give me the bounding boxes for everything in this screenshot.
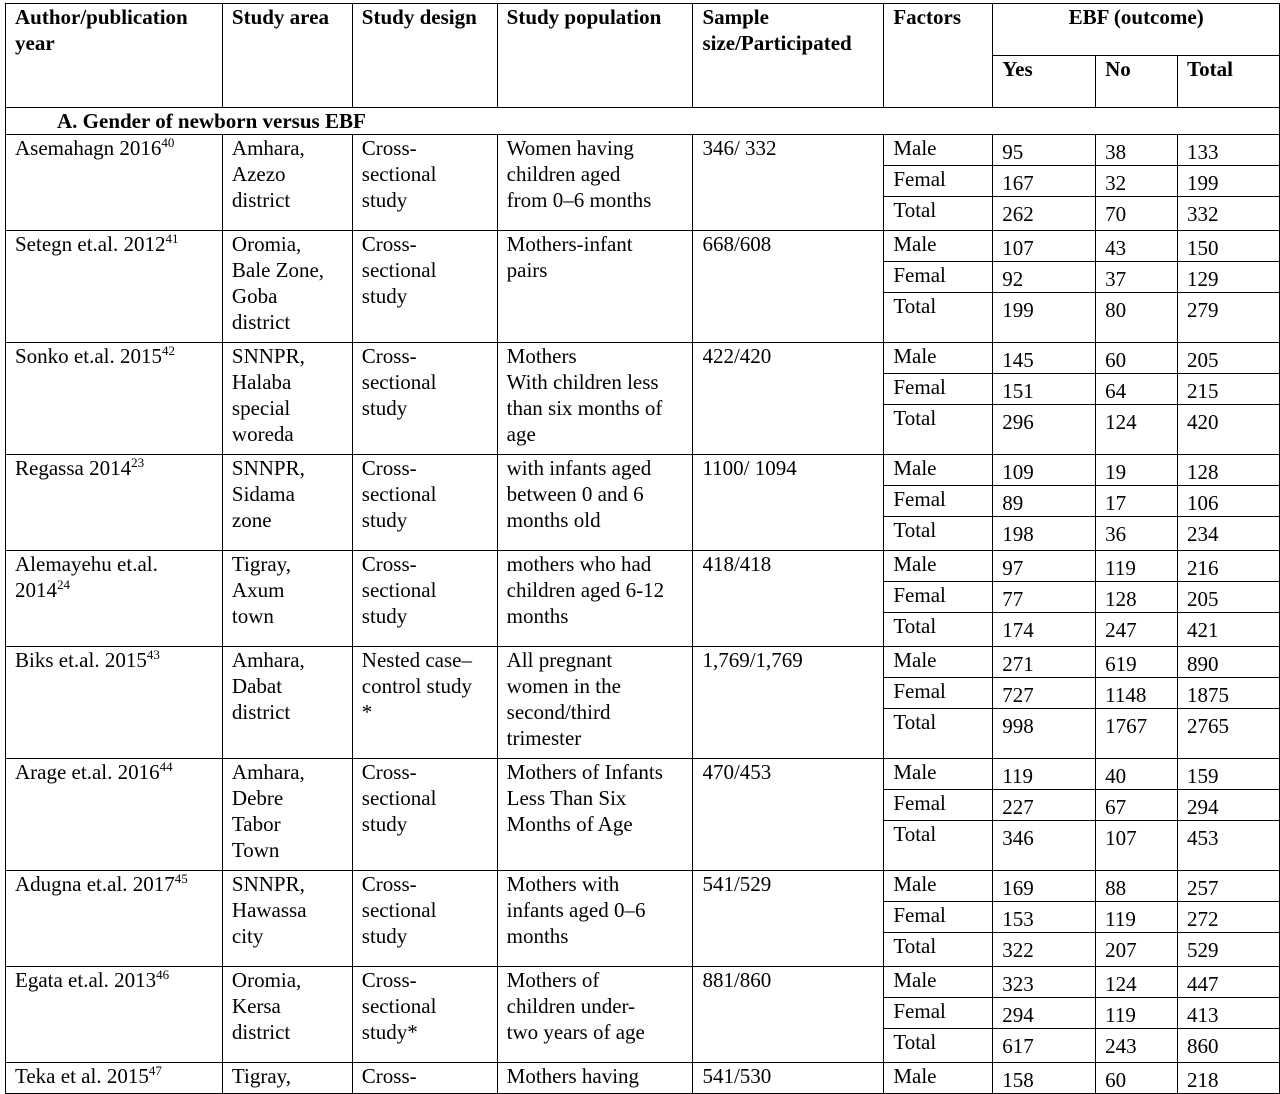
count-yes: 227 (993, 790, 1096, 821)
count-no: 40 (1096, 759, 1178, 790)
factor-label: Male (884, 759, 993, 790)
header-factors: Factors (884, 4, 993, 108)
count-total: 447 (1178, 967, 1280, 998)
factor-label: Femal (884, 678, 993, 709)
study-author (6, 759, 223, 871)
reference-number: 47 (148, 1063, 162, 1078)
factor-label: Total (884, 613, 993, 647)
sample-size: 541/529 (693, 871, 884, 967)
reference-number: 23 (131, 455, 145, 470)
header-design: Study design (352, 4, 497, 108)
sample-size: 422/420 (693, 343, 884, 455)
count-yes: 169 (993, 871, 1096, 902)
factor-label: Total (884, 405, 993, 455)
study-area: Tigray, Axum town (222, 551, 352, 647)
count-yes: 77 (993, 582, 1096, 613)
author-text: Alemayehu et.al. 2014 (15, 552, 158, 602)
factor-label: Femal (884, 998, 993, 1029)
reference-number: 43 (146, 647, 160, 662)
count-yes: 346 (993, 821, 1096, 871)
header-author: Author/publication year (6, 4, 223, 108)
factor-label: Male (884, 231, 993, 262)
study-design: Cross- sectional study (352, 551, 497, 647)
count-total: 216 (1178, 551, 1280, 582)
count-total: 150 (1178, 231, 1280, 262)
count-no: 60 (1096, 1063, 1178, 1094)
count-yes: 167 (993, 166, 1096, 197)
study-author (6, 231, 223, 343)
count-no: 32 (1096, 166, 1178, 197)
count-yes: 158 (993, 1063, 1096, 1094)
count-total: 234 (1178, 517, 1280, 551)
study-author (6, 135, 223, 231)
factor-label: Male (884, 135, 993, 166)
count-no: 207 (1096, 933, 1178, 967)
count-yes: 95 (993, 135, 1096, 166)
factor-label: Male (884, 967, 993, 998)
reference-number: 41 (165, 231, 179, 246)
study-author (6, 455, 223, 551)
header-total: Total (1178, 56, 1280, 108)
study-author (6, 551, 223, 647)
count-no: 19 (1096, 455, 1178, 486)
reference-number: 40 (161, 135, 175, 150)
factor-label: Femal (884, 262, 993, 293)
study-design: Cross- sectional study (352, 759, 497, 871)
count-yes: 153 (993, 902, 1096, 933)
count-yes: 109 (993, 455, 1096, 486)
sample-size: 470/453 (693, 759, 884, 871)
count-yes: 322 (993, 933, 1096, 967)
count-yes: 296 (993, 405, 1096, 455)
count-no: 1767 (1096, 709, 1178, 759)
count-total: 421 (1178, 613, 1280, 647)
count-total: 205 (1178, 343, 1280, 374)
factor-label: Femal (884, 902, 993, 933)
factor-label: Male (884, 871, 993, 902)
header-yes: Yes (993, 56, 1096, 108)
count-yes: 617 (993, 1029, 1096, 1063)
count-total: 128 (1178, 455, 1280, 486)
sample-size: 668/608 (693, 231, 884, 343)
study-population: Mothers-infant pairs (497, 231, 693, 343)
count-yes: 323 (993, 967, 1096, 998)
study-area: Oromia, Kersa district (222, 967, 352, 1063)
count-no: 36 (1096, 517, 1178, 551)
count-total: 420 (1178, 405, 1280, 455)
count-total: 129 (1178, 262, 1280, 293)
factor-label: Femal (884, 166, 993, 197)
study-area: SNNPR, Hawassa city (222, 871, 352, 967)
count-total: 860 (1178, 1029, 1280, 1063)
header-no: No (1096, 56, 1178, 108)
sample-size: 881/860 (693, 967, 884, 1063)
count-yes: 998 (993, 709, 1096, 759)
study-design: Cross- sectional study (352, 231, 497, 343)
count-total: 413 (1178, 998, 1280, 1029)
table-row (6, 231, 1280, 262)
header-population: Study population (497, 4, 693, 108)
reference-number: 24 (57, 577, 70, 592)
factor-label: Male (884, 455, 993, 486)
count-no: 43 (1096, 231, 1178, 262)
reference-number: 42 (162, 343, 175, 358)
count-total: 1875 (1178, 678, 1280, 709)
count-no: 124 (1096, 967, 1178, 998)
author-text: Arage et.al. 2016 (15, 760, 160, 784)
factor-label: Total (884, 821, 993, 871)
study-design: Cross- sectional study (352, 455, 497, 551)
study-population: Mothers with infants aged 0–6 months (497, 871, 693, 967)
count-total: 205 (1178, 582, 1280, 613)
study-design: Cross- sectional study* (352, 967, 497, 1063)
reference-number: 45 (174, 871, 188, 886)
factor-label: Total (884, 933, 993, 967)
study-area: Tigray, (222, 1063, 352, 1094)
factor-label: Femal (884, 790, 993, 821)
table-row (6, 135, 1280, 166)
study-population: Mothers With children less than six months of age (497, 343, 693, 455)
study-design: Cross- sectional study (352, 343, 497, 455)
reference-number: 44 (159, 759, 173, 774)
factor-label: Total (884, 293, 993, 343)
count-yes: 119 (993, 759, 1096, 790)
count-total: 272 (1178, 902, 1280, 933)
study-area: Amhara, Dabat district (222, 647, 352, 759)
factor-label: Total (884, 197, 993, 231)
count-no: 124 (1096, 405, 1178, 455)
study-population: All pregnant women in the second/third trimester (497, 647, 693, 759)
count-total: 215 (1178, 374, 1280, 405)
factor-label: Total (884, 1029, 993, 1063)
study-author (6, 1063, 223, 1094)
study-design: Nested case– control study * (352, 647, 497, 759)
table-row (6, 871, 1280, 902)
count-total: 279 (1178, 293, 1280, 343)
study-area: SNNPR, Sidama zone (222, 455, 352, 551)
author-text: Regassa 2014 (15, 456, 132, 480)
table-row (6, 1063, 1280, 1094)
factor-label: Femal (884, 486, 993, 517)
sample-size: 541/530 (693, 1063, 884, 1094)
table-row (6, 759, 1280, 790)
count-yes: 294 (993, 998, 1096, 1029)
count-no: 119 (1096, 551, 1178, 582)
count-no: 67 (1096, 790, 1178, 821)
factor-label: Male (884, 343, 993, 374)
count-yes: 198 (993, 517, 1096, 551)
count-total: 218 (1178, 1063, 1280, 1094)
count-yes: 145 (993, 343, 1096, 374)
study-author (6, 967, 223, 1063)
factor-label: Total (884, 709, 993, 759)
reference-number: 46 (156, 967, 170, 982)
study-population: Mothers of Infants Less Than Six Months of Age (497, 759, 693, 871)
study-population: Women having children aged from 0–6 months (497, 135, 693, 231)
count-no: 38 (1096, 135, 1178, 166)
count-total: 2765 (1178, 709, 1280, 759)
count-yes: 92 (993, 262, 1096, 293)
study-author (6, 647, 223, 759)
author-text: Biks et.al. 2015 (15, 648, 147, 672)
count-no: 119 (1096, 902, 1178, 933)
count-total: 257 (1178, 871, 1280, 902)
count-no: 1148 (1096, 678, 1178, 709)
count-no: 80 (1096, 293, 1178, 343)
study-area: Amhara, Debre Tabor Town (222, 759, 352, 871)
count-yes: 89 (993, 486, 1096, 517)
count-no: 619 (1096, 647, 1178, 678)
table-row (6, 967, 1280, 998)
count-no: 107 (1096, 821, 1178, 871)
table-row (6, 455, 1280, 486)
count-no: 128 (1096, 582, 1178, 613)
count-total: 159 (1178, 759, 1280, 790)
factor-label: Femal (884, 374, 993, 405)
study-author (6, 343, 223, 455)
count-total: 133 (1178, 135, 1280, 166)
count-no: 60 (1096, 343, 1178, 374)
study-design: Cross- sectional study (352, 135, 497, 231)
count-total: 890 (1178, 647, 1280, 678)
section-title: A. Gender of newborn versus EBF (6, 108, 1280, 135)
study-area: SNNPR, Halaba special woreda (222, 343, 352, 455)
study-area: Amhara, Azezo district (222, 135, 352, 231)
count-no: 17 (1096, 486, 1178, 517)
count-yes: 199 (993, 293, 1096, 343)
count-yes: 262 (993, 197, 1096, 231)
count-no: 70 (1096, 197, 1178, 231)
count-total: 529 (1178, 933, 1280, 967)
count-yes: 727 (993, 678, 1096, 709)
count-total: 332 (1178, 197, 1280, 231)
factor-label: Male (884, 1063, 993, 1094)
count-total: 106 (1178, 486, 1280, 517)
count-no: 119 (1096, 998, 1178, 1029)
study-population: Mothers of children under- two years of age (497, 967, 693, 1063)
header-ebf-outcome: EBF (outcome) (993, 4, 1280, 56)
count-total: 199 (1178, 166, 1280, 197)
table-row (6, 551, 1280, 582)
count-total: 294 (1178, 790, 1280, 821)
count-no: 243 (1096, 1029, 1178, 1063)
count-total: 453 (1178, 821, 1280, 871)
sample-size: 418/418 (693, 551, 884, 647)
table-row (6, 647, 1280, 678)
factor-label: Femal (884, 582, 993, 613)
author-text: Adugna et.al. 2017 (15, 872, 175, 896)
study-area: Oromia, Bale Zone, Goba district (222, 231, 352, 343)
ebf-gender-table (5, 3, 1280, 1094)
study-design: Cross- (352, 1063, 497, 1094)
factor-label: Total (884, 517, 993, 551)
count-yes: 271 (993, 647, 1096, 678)
author-text: Setegn et.al. 2012 (15, 232, 166, 256)
count-no: 247 (1096, 613, 1178, 647)
sample-size: 1,769/1,769 (693, 647, 884, 759)
count-yes: 174 (993, 613, 1096, 647)
author-text: Asemahagn 2016 (15, 136, 162, 160)
study-population: mothers who had children aged 6-12 months (497, 551, 693, 647)
study-population: Mothers having (497, 1063, 693, 1094)
study-author (6, 871, 223, 967)
sample-size: 346/ 332 (693, 135, 884, 231)
count-yes: 97 (993, 551, 1096, 582)
header-area: Study area (222, 4, 352, 108)
study-design: Cross- sectional study (352, 871, 497, 967)
count-no: 64 (1096, 374, 1178, 405)
author-text: Teka et al. 2015 (15, 1064, 149, 1088)
count-no: 37 (1096, 262, 1178, 293)
table-row (6, 343, 1280, 374)
count-yes: 151 (993, 374, 1096, 405)
factor-label: Male (884, 647, 993, 678)
study-population: with infants aged between 0 and 6 months old (497, 455, 693, 551)
author-text: Egata et.al. 2013 (15, 968, 157, 992)
header-sample: Sample size/Participated (693, 4, 884, 108)
count-no: 88 (1096, 871, 1178, 902)
factor-label: Male (884, 551, 993, 582)
sample-size: 1100/ 1094 (693, 455, 884, 551)
author-text: Sonko et.al. 2015 (15, 344, 162, 368)
count-yes: 107 (993, 231, 1096, 262)
